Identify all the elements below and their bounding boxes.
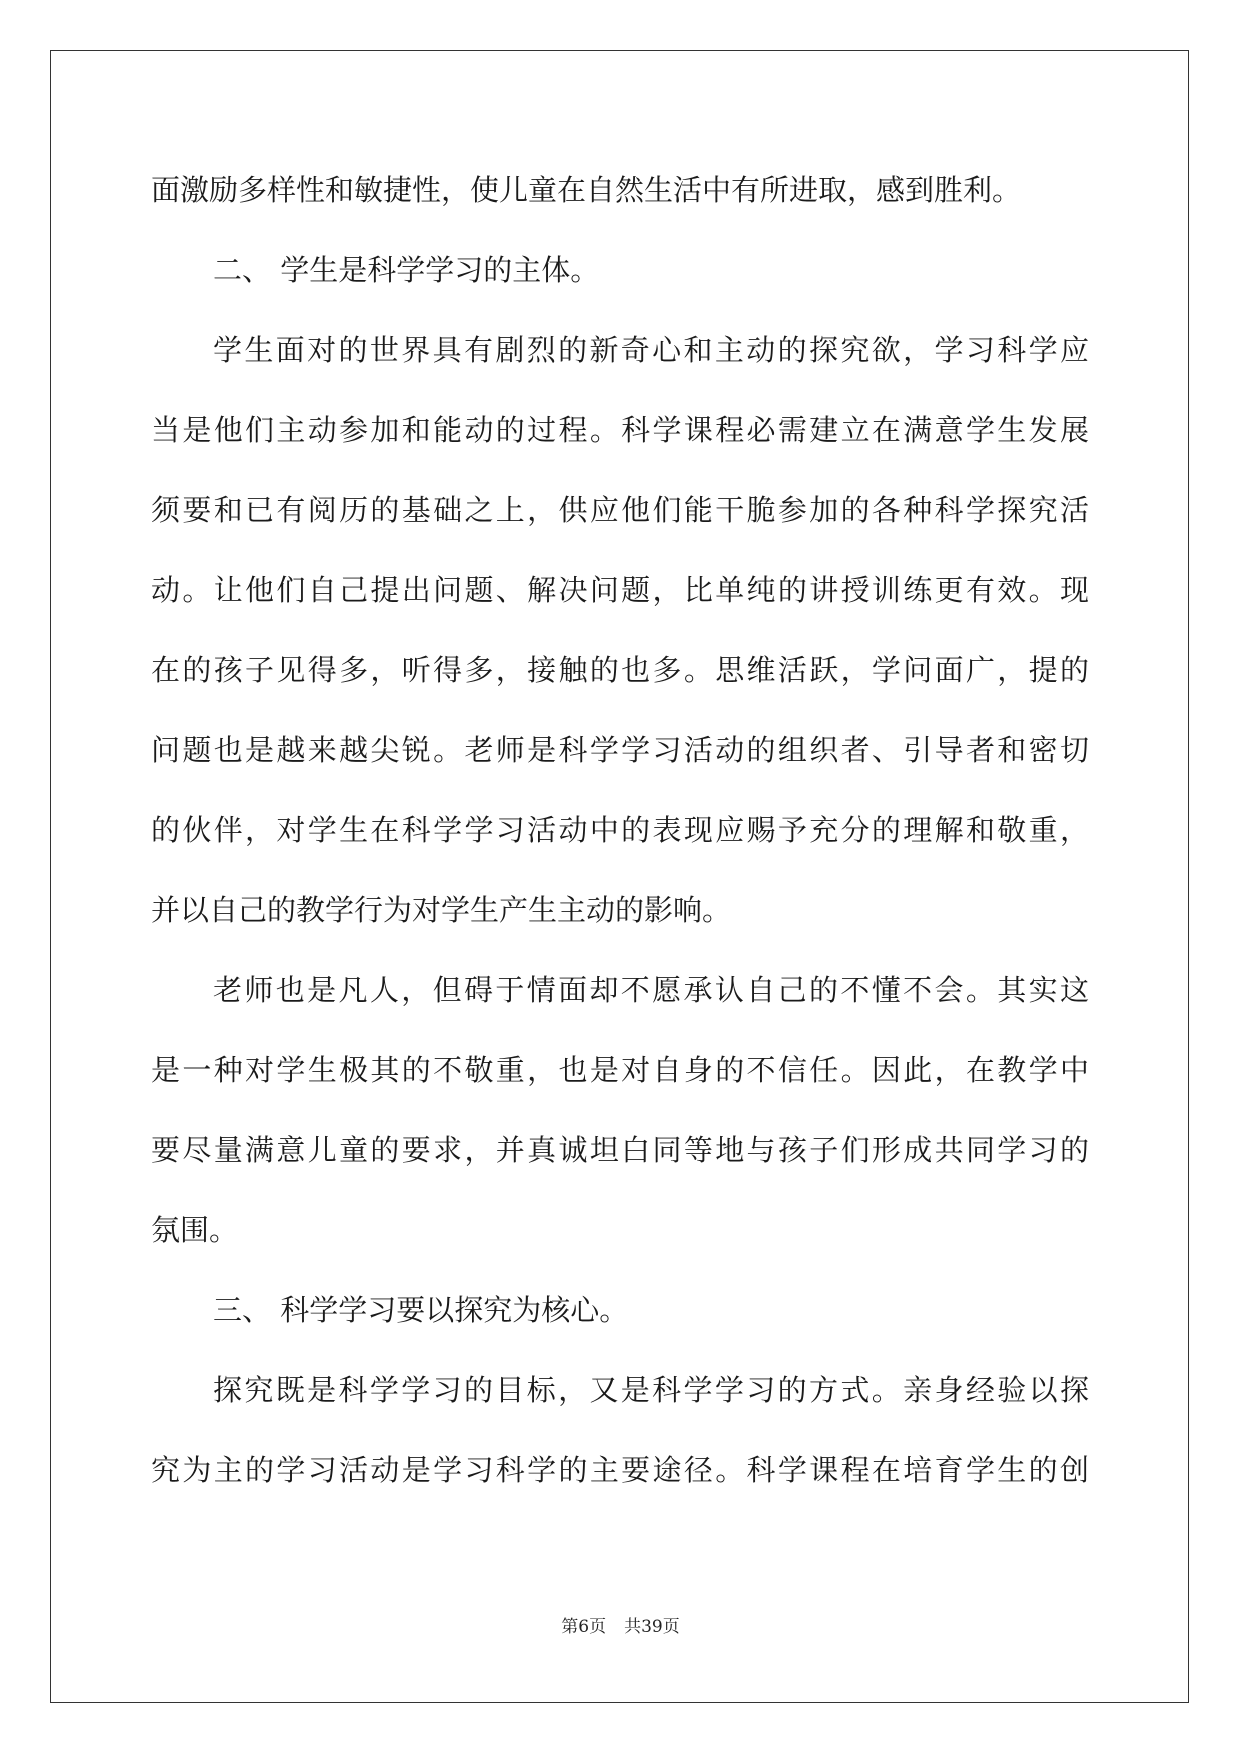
text-line: 是一种对学生极其的不敬重，也是对自身的不信任。因此，在教学中 [151, 1053, 1089, 1087]
text-line: 问题也是越来越尖锐。老师是科学学习活动的组织者、引导者和密切 [151, 733, 1089, 767]
text-line: 须要和已有阅历的基础之上，供应他们能干脆参加的各种科学探究活 [151, 493, 1089, 527]
text-line: 要尽量满意儿童的要求，并真诚坦白同等地与孩子们形成共同学习的 [151, 1133, 1089, 1167]
text-line: 探究既是科学学习的目标，又是科学学习的方式。亲身经验以探 [213, 1373, 1089, 1407]
text-line: 在的孩子见得多，听得多，接触的也多。思维活跃，学问面广，提的 [151, 653, 1089, 687]
page-footer [0, 1612, 1241, 1637]
text-line: 二、 学生是科学学习的主体。 [213, 253, 600, 287]
text-line: 氛围。 [151, 1213, 239, 1247]
page-total: 共39页 [624, 1617, 680, 1637]
page-number: 第6页 [561, 1617, 607, 1637]
text-line: 并以自己的教学行为对学生产生主动的影响。 [151, 893, 732, 927]
document-body [151, 161, 1089, 1521]
text-line: 当是他们主动参加和能动的过程。科学课程必需建立在满意学生发展 [151, 413, 1089, 447]
text-line: 面激励多样性和敏捷性，使儿童在自然生活中有所进取，感到胜利。 [151, 173, 1022, 207]
text-line: 三、 科学学习要以探究为核心。 [213, 1293, 629, 1327]
text-line: 老师也是凡人，但碍于情面却不愿承认自己的不懂不会。其实这 [213, 973, 1089, 1007]
text-line: 动。让他们自己提出问题、解决问题，比单纯的讲授训练更有效。现 [151, 573, 1089, 607]
text-line: 究为主的学习活动是学习科学的主要途径。科学课程在培育学生的创 [151, 1453, 1089, 1487]
text-line: 学生面对的世界具有剧烈的新奇心和主动的探究欲，学习科学应 [213, 333, 1089, 367]
text-line: 的伙伴，对学生在科学学习活动中的表现应赐予充分的理解和敬重， [151, 813, 1089, 847]
